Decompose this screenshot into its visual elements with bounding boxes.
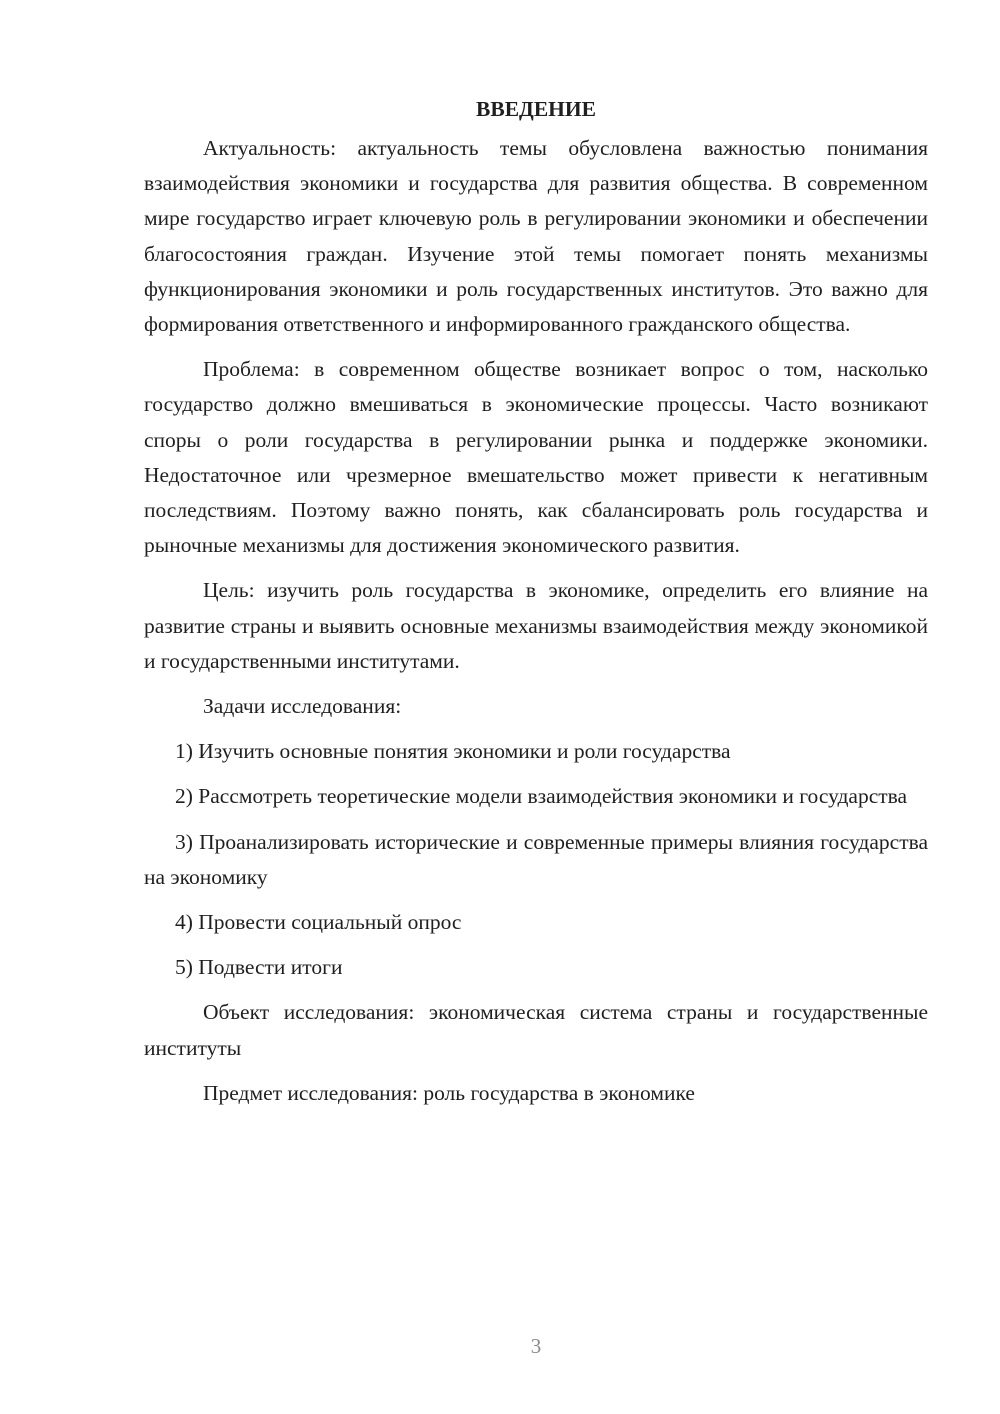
goal-paragraph: Цель: изучить роль государства в экономике, определить его влияние на развитие страны и выявить основные механизмы взаимодействия между экономикой и государственными институтами.	[144, 578, 928, 673]
task-item: 4) Провести социальный опрос	[175, 910, 462, 935]
task-item: 1) Изучить основные понятия экономики и роли государства	[175, 739, 731, 764]
page-content	[144, 92, 928, 1121]
relevance-paragraph: Актуальность: актуальность темы обусловлена важностью понимания взаимодействия экономики и государства для развития общества. В современном мире государство играет ключевую роль в регулировании экономики и обеспечении благосостояния граждан. Изучение этой темы помогает понять механизмы функционирования экономики и роль государственных институтов. Это важно для формирования ответственного и информированного гражданского общества.	[144, 136, 928, 337]
subject-paragraph: Предмет исследования: роль государства в экономике	[203, 1080, 695, 1105]
object-paragraph: Объект исследования: экономическая система страны и государственные институты	[144, 1000, 928, 1060]
task-item: 5) Подвести итоги	[175, 955, 343, 980]
page-number: 3	[530, 1334, 542, 1358]
section-heading: ВВЕДЕНИЕ	[476, 97, 596, 121]
task-item: 2) Рассмотреть теоретические модели взаимодействия экономики и государства	[175, 784, 908, 809]
problem-paragraph: Проблема: в современном обществе возникает вопрос о том, насколько государство должно вмешиваться в экономические процессы. Часто возникают споры о роли государства в регулировании рынка и поддержке экономики. Недостаточное или чрезмерное вмешательство может привести к негативным последствиям. Поэтому важно понять, как сбалансировать роль государства и рыночные механизмы для достижения экономического развития.	[144, 357, 928, 558]
tasks-title: Задачи исследования:	[203, 694, 402, 719]
task-item: 3) Проанализировать исторические и современные примеры влияния государства на экономику	[144, 829, 928, 889]
